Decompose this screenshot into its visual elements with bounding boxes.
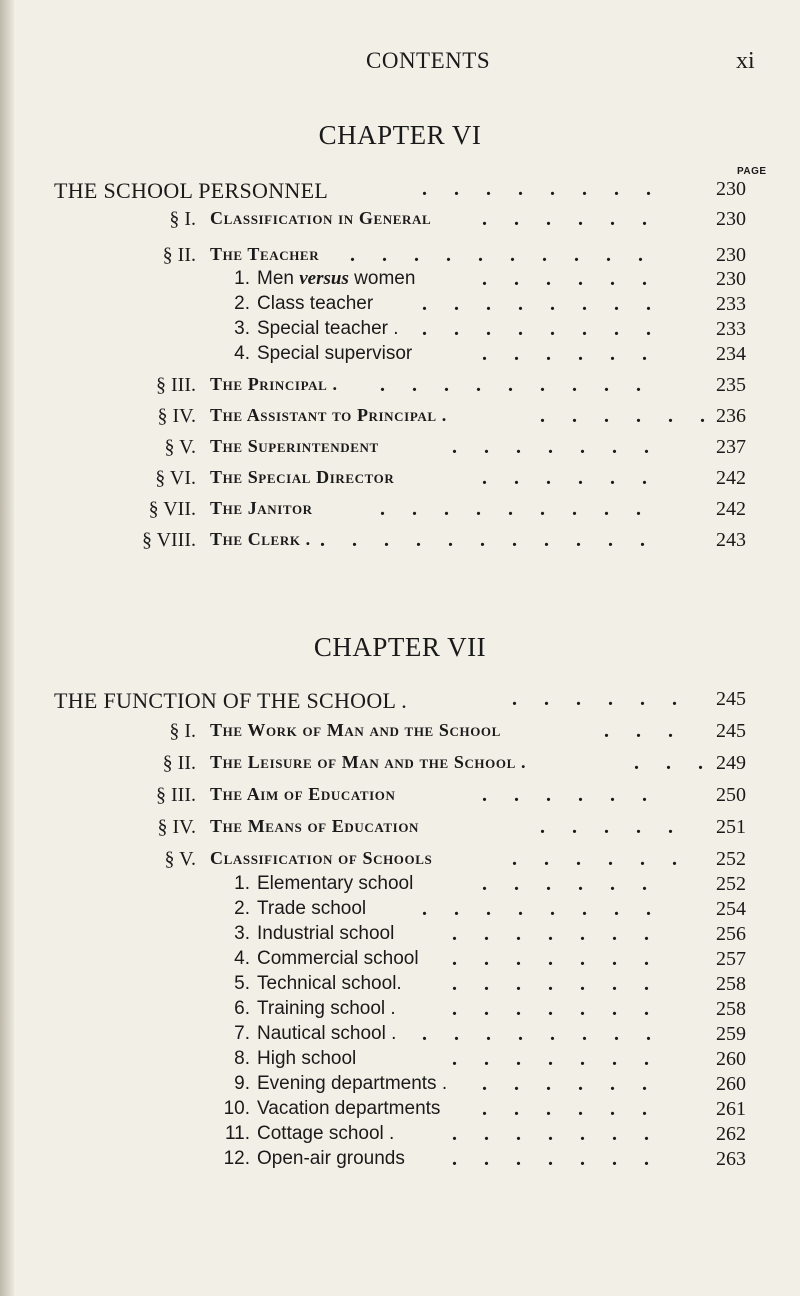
entry-title: Classification in General bbox=[210, 208, 432, 228]
entry-page: 243 bbox=[716, 529, 746, 551]
running-head-title: CONTENTS bbox=[366, 48, 491, 73]
leader-dots: . . . bbox=[634, 752, 714, 774]
leader-dots: . . . . . . bbox=[482, 343, 658, 365]
section-number: § V. bbox=[164, 436, 196, 458]
entry-page: 245 bbox=[716, 720, 746, 742]
entry-page: 261 bbox=[716, 1098, 746, 1120]
entry-title: High school bbox=[257, 1048, 357, 1069]
entry-page: 251 bbox=[716, 816, 746, 838]
section-number: § IV. bbox=[157, 405, 196, 427]
item-number: 12. bbox=[223, 1148, 250, 1169]
entry-page: 250 bbox=[716, 784, 746, 806]
entry-page: 234 bbox=[716, 343, 746, 365]
entry-page: 252 bbox=[716, 873, 746, 895]
toc-entry-main[interactable] bbox=[0, 688, 800, 714]
leader-dots: . . . . . . . bbox=[452, 998, 660, 1020]
toc-entry-item[interactable] bbox=[0, 343, 800, 369]
entry-title: The Teacher bbox=[210, 244, 320, 264]
item-number: 2. bbox=[234, 293, 250, 314]
leader-dots: . . . . . . bbox=[482, 467, 658, 489]
leader-dots: . . . . . . . . bbox=[422, 293, 662, 315]
leader-dots: . . . . . . bbox=[482, 873, 658, 895]
entry-page: 252 bbox=[716, 848, 746, 870]
leader-dots: . . . . . . . bbox=[452, 1148, 660, 1170]
entry-title: The Janitor bbox=[210, 498, 313, 518]
item-number: 7. bbox=[234, 1023, 250, 1044]
leader-dots: . . . . . . . . . . bbox=[350, 244, 654, 266]
entry-page: 242 bbox=[716, 498, 746, 520]
entry-page: 258 bbox=[716, 998, 746, 1020]
entry-page: 245 bbox=[716, 688, 746, 710]
item-number: 9. bbox=[234, 1073, 250, 1094]
leader-dots: . . . . . . . bbox=[452, 948, 660, 970]
entry-title: Classification of Schools bbox=[210, 848, 433, 868]
toc-entry-item[interactable] bbox=[0, 1023, 800, 1049]
item-number: 11. bbox=[224, 1123, 250, 1144]
toc-entry-item[interactable] bbox=[0, 1098, 800, 1124]
entry-page: 260 bbox=[716, 1048, 746, 1070]
entry-title: Nautical school . bbox=[257, 1023, 397, 1044]
toc-entry-section[interactable] bbox=[0, 816, 800, 842]
entry-title: Trade school bbox=[257, 898, 367, 919]
entry-title: Open-air grounds bbox=[257, 1148, 405, 1169]
item-number: 1. bbox=[234, 873, 250, 894]
entry-page: 262 bbox=[716, 1123, 746, 1145]
entry-page: 260 bbox=[716, 1073, 746, 1095]
leader-dots: . . . . . . bbox=[482, 208, 658, 230]
entry-title: Commercial school bbox=[257, 948, 419, 969]
leader-dots: . . . . . . . . bbox=[422, 178, 662, 200]
toc-entry-section[interactable] bbox=[0, 244, 800, 270]
entry-title: Class teacher bbox=[257, 293, 374, 314]
item-number: 4. bbox=[234, 343, 250, 364]
leader-dots: . . . . . . . . . bbox=[380, 498, 652, 520]
entry-page: 258 bbox=[716, 973, 746, 995]
section-number: § VII. bbox=[148, 498, 196, 520]
entry-title: Special supervisor bbox=[257, 343, 413, 364]
item-number: 10. bbox=[223, 1098, 250, 1119]
entry-page: 256 bbox=[716, 923, 746, 945]
section-number: § II. bbox=[162, 244, 196, 266]
toc-entry-item[interactable] bbox=[0, 898, 800, 924]
section-number: § I. bbox=[169, 720, 196, 742]
entry-title: Special teacher . bbox=[257, 318, 399, 339]
section-number: § III. bbox=[156, 374, 196, 396]
entry-page: 263 bbox=[716, 1148, 746, 1170]
section-number: § V. bbox=[164, 848, 196, 870]
entry-title: The Clerk . bbox=[210, 529, 311, 549]
leader-dots: . . . . . . bbox=[482, 1098, 658, 1120]
entry-page: 257 bbox=[716, 948, 746, 970]
section-number: § II. bbox=[162, 752, 196, 774]
entry-title: The Aim of Education bbox=[210, 784, 396, 804]
entry-title: The Special Director bbox=[210, 467, 395, 487]
item-number: 2. bbox=[234, 898, 250, 919]
entry-title: The Leisure of Man and the School . bbox=[210, 752, 527, 772]
entry-page: 259 bbox=[716, 1023, 746, 1045]
toc-entry-main[interactable] bbox=[0, 178, 800, 204]
entry-title: Training school . bbox=[257, 998, 396, 1019]
page-column-label: PAGE bbox=[737, 166, 767, 177]
toc-entry-item[interactable] bbox=[0, 1073, 800, 1099]
section-number: § VI. bbox=[155, 467, 196, 489]
entry-title: Technical school. bbox=[257, 973, 402, 994]
toc-entry-section[interactable] bbox=[0, 208, 800, 234]
entry-title: Cottage school . bbox=[257, 1123, 395, 1144]
leader-dots: . . . . . . . bbox=[452, 1048, 660, 1070]
toc-entry-item[interactable] bbox=[0, 1123, 800, 1149]
leader-dots: . . . . . . . bbox=[452, 436, 660, 458]
entry-page: 237 bbox=[716, 436, 746, 458]
toc-entry-item[interactable] bbox=[0, 998, 800, 1024]
item-number: 1. bbox=[234, 268, 250, 289]
leader-dots: . . . . . . bbox=[482, 784, 658, 806]
entry-page: 230 bbox=[716, 178, 746, 200]
toc-entry-section[interactable] bbox=[0, 498, 800, 524]
entry-page: 249 bbox=[716, 752, 746, 774]
leader-dots: . . . . . . bbox=[512, 848, 688, 870]
item-number: 3. bbox=[234, 318, 250, 339]
item-number: 4. bbox=[234, 948, 250, 969]
entry-title: The Principal . bbox=[210, 374, 338, 394]
section-number: § III. bbox=[156, 784, 196, 806]
toc-entry-section[interactable] bbox=[0, 784, 800, 810]
leader-dots: . . . . . . . . bbox=[422, 898, 662, 920]
toc-entry-item[interactable] bbox=[0, 293, 800, 319]
leader-dots: . . . . . . . . bbox=[422, 318, 662, 340]
italic-word: versus bbox=[299, 268, 349, 289]
entry-page: 230 bbox=[716, 244, 746, 266]
entry-title: Vacation departments bbox=[257, 1098, 441, 1119]
running-head bbox=[0, 48, 800, 78]
entry-title: Men versus women bbox=[257, 268, 416, 289]
toc-entry-item[interactable] bbox=[0, 1048, 800, 1074]
toc-entry-section[interactable] bbox=[0, 720, 800, 746]
toc-entry-section[interactable] bbox=[0, 374, 800, 400]
toc-entry-item[interactable] bbox=[0, 318, 800, 344]
chapter-heading-6: CHAPTER VI bbox=[318, 120, 482, 150]
leader-dots: . . . bbox=[604, 720, 684, 742]
toc-entry-section[interactable] bbox=[0, 848, 800, 874]
entry-page: 233 bbox=[716, 293, 746, 315]
leader-dots: . . . . . . bbox=[540, 405, 716, 427]
entry-page: 235 bbox=[716, 374, 746, 396]
entry-title: Elementary school bbox=[257, 873, 414, 894]
toc-entry-item[interactable] bbox=[0, 268, 800, 294]
chapter-heading-7: CHAPTER VII bbox=[313, 632, 487, 662]
leader-dots: . . . . . . bbox=[482, 268, 658, 290]
entry-page: 236 bbox=[716, 405, 746, 427]
leader-dots: . . . . . . bbox=[512, 688, 688, 710]
toc-entry-section[interactable] bbox=[0, 529, 800, 555]
item-number: 6. bbox=[234, 998, 250, 1019]
toc-entry-item[interactable] bbox=[0, 873, 800, 899]
leader-dots: . . . . . . . . . . . bbox=[320, 529, 656, 551]
item-number: 3. bbox=[234, 923, 250, 944]
entry-title: The Means of Education bbox=[210, 816, 420, 836]
section-number: § VIII. bbox=[141, 529, 196, 551]
leader-dots: . . . . . . . . bbox=[422, 1023, 662, 1045]
entry-page: 230 bbox=[716, 268, 746, 290]
leader-dots: . . . . . . . bbox=[452, 973, 660, 995]
entry-title: Evening departments . bbox=[257, 1073, 448, 1094]
entry-title: The Work of Man and the School bbox=[210, 720, 501, 740]
leader-dots: . . . . . . . bbox=[452, 923, 660, 945]
section-number: § IV. bbox=[157, 816, 196, 838]
leader-dots: . . . . . . . . . bbox=[380, 374, 652, 396]
toc-entry-section[interactable] bbox=[0, 467, 800, 493]
entry-page: 242 bbox=[716, 467, 746, 489]
entry-page: 254 bbox=[716, 898, 746, 920]
entry-page: 230 bbox=[716, 208, 746, 230]
entry-page: 233 bbox=[716, 318, 746, 340]
entry-title: THE SCHOOL PERSONNEL bbox=[54, 178, 329, 203]
section-number: § I. bbox=[169, 208, 196, 230]
toc-entry-item[interactable] bbox=[0, 973, 800, 999]
leader-dots: . . . . . . . bbox=[452, 1123, 660, 1145]
entry-title: THE FUNCTION OF THE SCHOOL . bbox=[54, 688, 408, 713]
leader-dots: . . . . . . bbox=[482, 1073, 658, 1095]
running-head-page-number: xi bbox=[736, 48, 755, 74]
toc-entry-item[interactable] bbox=[0, 923, 800, 949]
toc-entry-section[interactable] bbox=[0, 752, 800, 778]
item-number: 5. bbox=[234, 973, 250, 994]
toc-entry-item[interactable] bbox=[0, 1148, 800, 1174]
toc-entry-section[interactable] bbox=[0, 405, 800, 431]
entry-title: The Superintendent bbox=[210, 436, 379, 456]
entry-title: Industrial school bbox=[257, 923, 395, 944]
item-number: 8. bbox=[234, 1048, 250, 1069]
entry-title: The Assistant to Principal . bbox=[210, 405, 447, 425]
leader-dots: . . . . . bbox=[540, 816, 684, 838]
toc-entry-item[interactable] bbox=[0, 948, 800, 974]
toc-entry-section[interactable] bbox=[0, 436, 800, 462]
